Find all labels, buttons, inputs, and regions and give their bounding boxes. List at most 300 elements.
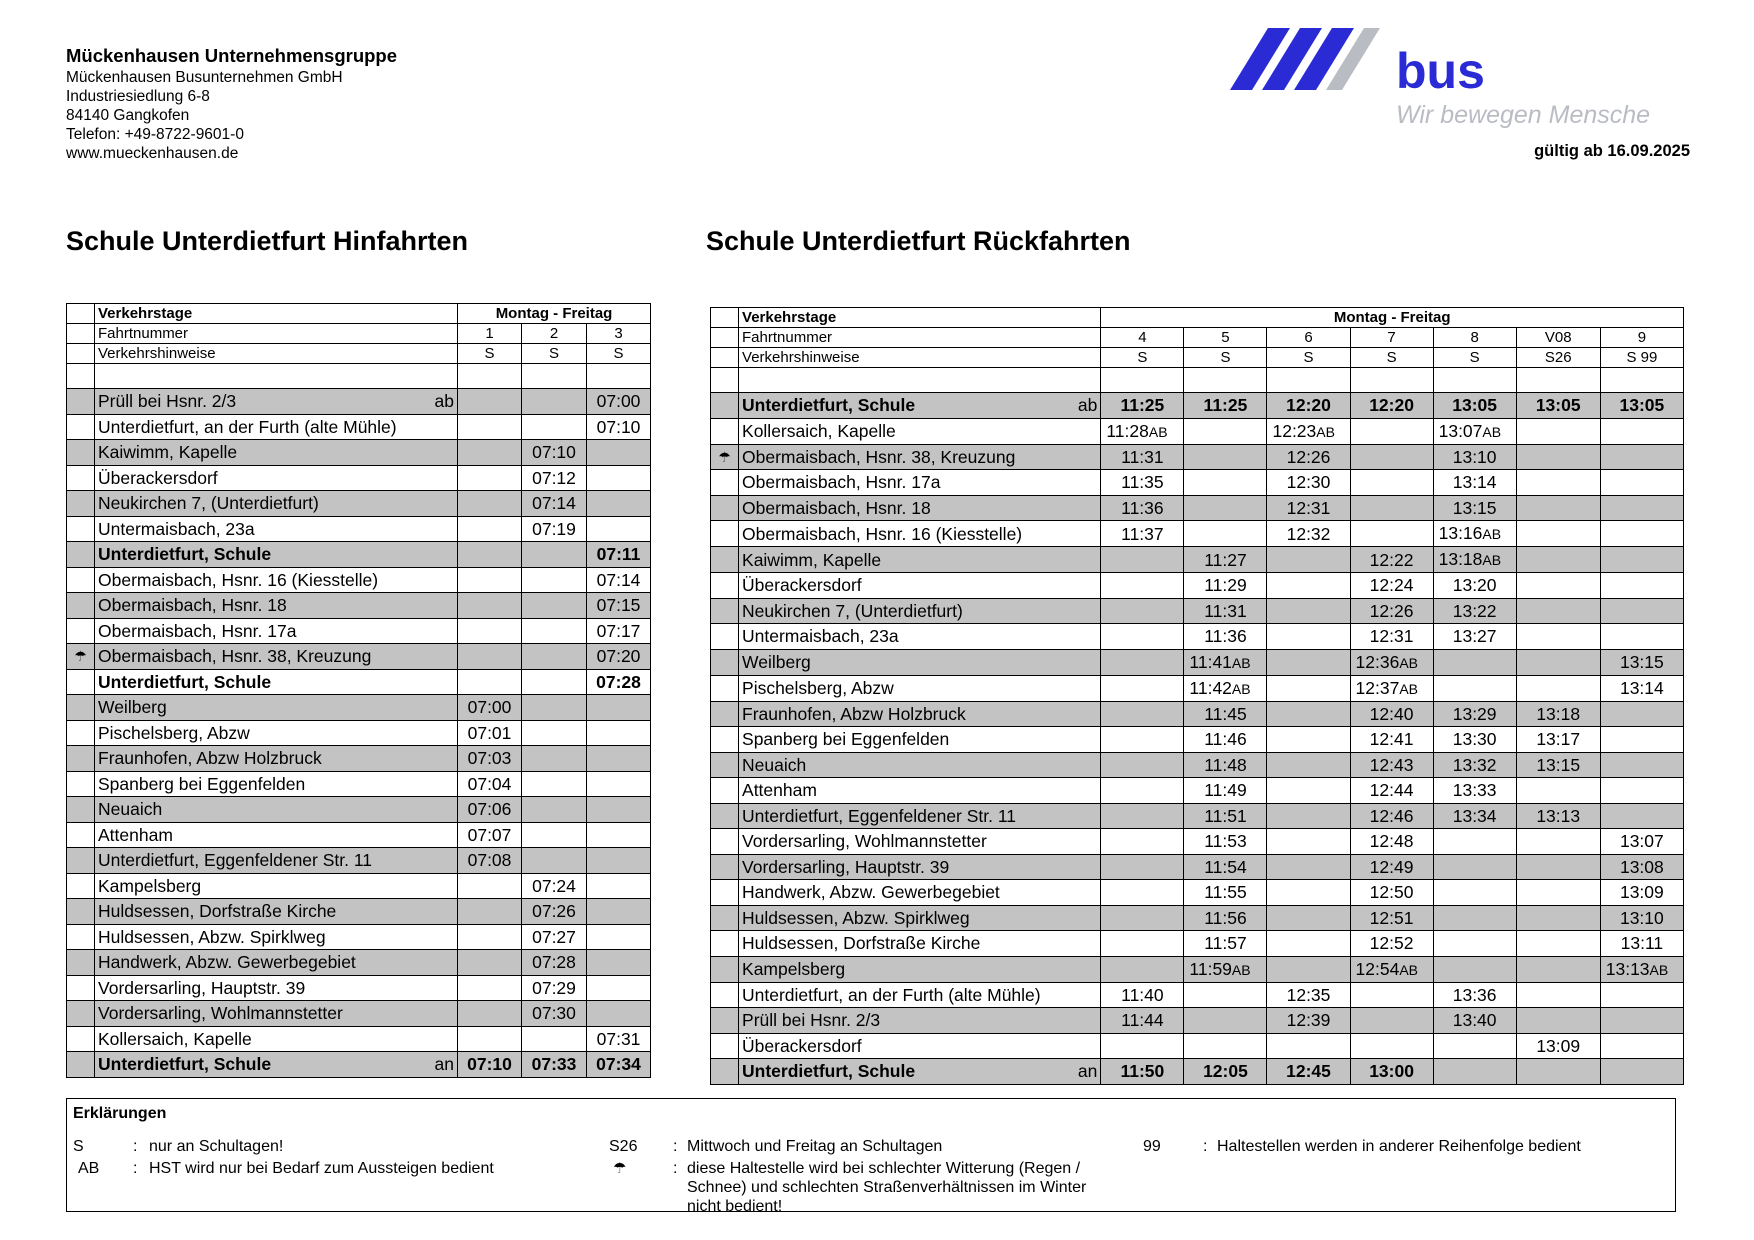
time-cell [458,695,522,721]
time-value: 13:18 [1438,549,1483,569]
stop-row [711,1008,1684,1034]
time-cell [1184,701,1267,727]
legend-sep: : [673,1160,678,1177]
time-cell [522,567,587,593]
trip-note: S [1433,348,1516,368]
stop-name-cell [739,547,1101,573]
stop-name-cell [739,624,1101,650]
time-value: 11:31 [1204,600,1247,621]
stop-name-cell [739,880,1101,906]
stop-name: Unterdietfurt, Eggenfeldener Str. 11 [742,805,1017,826]
spacer-cell [1516,368,1600,393]
icon-cell [711,1008,739,1034]
time-value: 12:24 [1369,575,1414,596]
time-cell [1433,803,1516,829]
header-row-trips [67,324,651,344]
time-cell [522,465,587,491]
time-cell [587,899,651,925]
stop-name: Spanberg bei Eggenfelden [742,729,950,750]
time-cell [1184,573,1267,599]
time-value: 12:46 [1369,805,1414,826]
ab-flag: AB [1148,423,1168,440]
header-row-days [67,304,651,324]
icon-cell [67,975,95,1001]
time-value: 11:59 [1189,958,1232,979]
icon-cell [67,669,95,695]
time-cell [1600,649,1683,675]
logo-slogan: Wir bewegen Menschen. [1396,101,1650,129]
time-value: 11:35 [1121,472,1164,493]
time-cell [1516,803,1600,829]
time-cell [458,771,522,797]
time-cell [1184,521,1267,547]
time-cell [1267,624,1350,650]
time-cell [587,873,651,899]
ab-flag: AB [1482,423,1502,440]
time-cell [587,389,651,415]
time-cell [587,669,651,695]
time-cell [1184,982,1267,1008]
stop-row [711,444,1684,470]
time-cell [1101,444,1184,470]
stop-name: Obermaisbach, Hsnr. 16 (Kiesstelle) [98,569,379,590]
time-cell [1101,982,1184,1008]
stop-row [67,771,651,797]
stop-row [67,746,651,772]
icon-cell [67,414,95,440]
stop-name: Unterdietfurt, Schule [98,671,272,692]
time-cell [1267,701,1350,727]
stop-row [67,873,651,899]
trip-note: S 99 [1600,348,1683,368]
time-cell [1184,649,1267,675]
time-cell [458,618,522,644]
time-cell [458,899,522,925]
time-cell [1267,931,1350,957]
time-value: 13:22 [1452,600,1497,621]
time-cell [587,720,651,746]
time-cell [1184,675,1267,701]
icon-cell [711,393,739,419]
time-value: 12:51 [1369,907,1414,928]
time-cell [1600,1033,1683,1059]
stop-row [67,695,651,721]
time-cell [1600,727,1683,753]
time-cell [1350,829,1433,855]
stop-name-cell [95,593,458,619]
time-value: 12:48 [1369,831,1414,852]
spacer-cell [739,368,1101,393]
stop-name-cell [95,899,458,925]
trip-number: 6 [1267,328,1350,348]
stop-name-cell [95,771,458,797]
stop-row [711,982,1684,1008]
time-value: 12:50 [1369,882,1414,903]
time-cell [587,618,651,644]
time-cell [1267,880,1350,906]
stop-name-cell [95,414,458,440]
time-cell [1433,470,1516,496]
time-cell [1184,880,1267,906]
company-line: 84140 Gangkofen [66,107,190,124]
time-cell [522,822,587,848]
time-value: 07:28 [532,952,576,973]
time-cell [458,746,522,772]
stop-name: Attenham [98,824,173,845]
time-cell [1101,624,1184,650]
hinweise-label: Verkehrshinweise [95,344,458,364]
time-cell [1350,675,1433,701]
stop-row [67,593,651,619]
time-value: 13:00 [1369,1061,1414,1082]
time-cell [1350,931,1433,957]
time-cell [458,389,522,415]
time-cell [1184,418,1267,444]
time-cell [1267,727,1350,753]
time-cell [1350,1059,1433,1085]
time-cell [1600,547,1683,573]
time-cell [1350,624,1433,650]
stop-name-cell [739,1033,1101,1059]
time-value: 11:49 [1204,780,1247,801]
verkehrstage-label: Verkehrstage [95,304,458,324]
time-value: 11:56 [1204,907,1247,928]
time-value: 13:15 [1452,497,1497,518]
time-cell [458,924,522,950]
stop-name: Kampelsberg [98,875,202,896]
time-value: 07:00 [467,697,512,718]
time-value: 13:29 [1452,703,1497,724]
logo-word: bus [1396,43,1485,99]
time-cell [1101,547,1184,573]
time-cell [1101,393,1184,419]
time-cell [1516,393,1600,419]
time-value: 13:07 [1438,420,1483,441]
time-cell [522,975,587,1001]
spacer-cell [95,364,458,389]
time-value: 13:14 [1452,472,1497,493]
time-cell [1600,393,1683,419]
time-cell [1516,470,1600,496]
time-cell [1350,521,1433,547]
stop-suffix: ab [434,391,455,411]
time-value: 07:03 [467,748,512,769]
header-row-trips [711,328,1684,348]
icon-cell [711,778,739,804]
time-cell [1350,547,1433,573]
time-cell [1516,905,1600,931]
time-value: 11:42 [1189,677,1232,698]
stop-name: Neuaich [742,754,807,775]
stop-name: Fraunhofen, Abzw Holzbruck [98,748,322,769]
time-cell [1350,982,1433,1008]
time-cell [522,797,587,823]
time-value: 07:15 [596,595,641,616]
icon-cell [67,1026,95,1052]
time-cell [1101,880,1184,906]
time-cell [587,950,651,976]
time-cell [1600,624,1683,650]
valid-from: gültig ab 16.09.2025 [1534,142,1690,160]
time-cell [1267,418,1350,444]
hinweise-label: Verkehrshinweise [739,348,1101,368]
stop-row [67,899,651,925]
company-line: Mückenhausen Busunternehmen GmbH [66,69,343,86]
time-value: 12:31 [1286,497,1331,518]
icon-cell [711,982,739,1008]
icon-cell [67,1052,95,1078]
stop-row [67,644,651,670]
timetable-rueck [710,307,1684,1085]
stop-name: Vordersarling, Wohlmannstetter [98,1003,343,1024]
time-cell [458,822,522,848]
stop-name-cell [739,854,1101,880]
stop-name-cell [739,470,1101,496]
time-value: 13:16 [1438,523,1483,543]
page-title-hin: Schule Unterdietfurt Hinfahrten [66,226,469,256]
time-cell [1516,521,1600,547]
stop-name: Obermaisbach, Hsnr. 38, Kreuzung [98,646,372,667]
legend-sep: : [1203,1138,1208,1155]
icon-cell [711,854,739,880]
time-value: 07:24 [532,875,576,896]
time-value: 11:45 [1204,703,1247,724]
time-cell [1101,418,1184,444]
time-cell [522,491,587,517]
time-cell [587,516,651,542]
time-cell [1101,956,1184,982]
icon-cell [711,1059,739,1085]
time-cell [1433,905,1516,931]
time-value: 13:11 [1620,933,1664,954]
time-cell [1600,470,1683,496]
time-cell [522,950,587,976]
verkehrstage-label: Verkehrstage [739,308,1101,328]
time-value: 07:00 [596,391,641,412]
time-cell [1101,1008,1184,1034]
time-value: 07:34 [596,1054,641,1075]
time-cell [1350,444,1433,470]
time-cell [1184,778,1267,804]
icon-cell [67,771,95,797]
stop-row [711,727,1684,753]
time-value: 11:55 [1204,882,1247,903]
stop-name-cell [95,746,458,772]
time-value: 13:34 [1452,805,1497,826]
legend-text: diese Haltestelle wird bei schlechter Witterung (Regen / Schnee) und schlechten Straßenverhältnissen im Winter nicht bedient! [687,1160,1087,1215]
time-value: 11:36 [1121,497,1164,518]
time-cell [1516,675,1600,701]
time-cell [1600,982,1683,1008]
spacer-cell [1433,368,1516,393]
time-cell [522,746,587,772]
stop-name-cell [95,720,458,746]
time-value: 11:50 [1120,1061,1165,1082]
time-cell [1433,931,1516,957]
time-cell [1516,649,1600,675]
time-cell [587,465,651,491]
trip-number: 3 [587,324,651,344]
stop-name-cell [95,975,458,1001]
icon-cell [711,649,739,675]
time-value: 12:32 [1286,523,1331,544]
stop-name-cell [95,873,458,899]
time-cell [1600,778,1683,804]
time-value: 13:18 [1536,703,1581,724]
time-cell [1101,727,1184,753]
stop-row [711,931,1684,957]
time-cell [587,797,651,823]
stop-name: Huldsessen, Dorfstraße Kirche [742,933,981,954]
stop-name: Obermaisbach, Hsnr. 17a [98,620,297,641]
stop-name: Huldsessen, Abzw. Spirklweg [742,907,970,928]
time-cell [1516,854,1600,880]
icon-cell [711,348,739,368]
stop-name-cell [739,727,1101,753]
time-cell [1433,521,1516,547]
icon-cell [67,364,95,389]
stop-row [67,567,651,593]
icon-cell [711,931,739,957]
time-cell [1184,547,1267,573]
time-cell [1433,675,1516,701]
time-value: 11:28 [1106,420,1149,441]
time-cell [1350,701,1433,727]
time-cell [1267,573,1350,599]
icon-cell [711,727,739,753]
time-cell [522,644,587,670]
time-value: 11:48 [1204,754,1247,775]
trip-note: S [587,344,651,364]
stop-row [67,389,651,415]
icon-cell [67,516,95,542]
fahrtnummer-label: Fahrtnummer [95,324,458,344]
stop-name: Neuaich [98,799,163,820]
stop-row [67,491,651,517]
time-cell [1184,393,1267,419]
time-value: 11:53 [1204,831,1247,852]
time-value: 11:57 [1204,933,1247,954]
time-cell [1267,1008,1350,1034]
time-value: 13:32 [1452,754,1497,775]
time-cell [1184,1008,1267,1034]
trip-number: 2 [522,324,587,344]
time-value: 13:10 [1619,907,1664,928]
stop-row [711,752,1684,778]
time-cell [522,1001,587,1027]
time-cell [522,1026,587,1052]
trip-note: S [1267,348,1350,368]
icon-cell [711,803,739,829]
time-value: 07:19 [532,518,576,539]
time-value: 13:15 [1619,652,1664,672]
time-cell [1433,1059,1516,1085]
time-value: 12:43 [1369,754,1414,775]
time-cell [1101,521,1184,547]
stop-name-cell [739,418,1101,444]
time-cell [1101,829,1184,855]
time-cell [1433,444,1516,470]
icon-cell [67,491,95,517]
time-cell [1516,573,1600,599]
time-cell [1101,1059,1184,1085]
stop-name-cell [95,618,458,644]
days-label: Montag - Freitag [1101,308,1684,328]
stop-row [67,975,651,1001]
trip-number: 7 [1350,328,1433,348]
stop-name: Unterdietfurt, Schule [742,1061,916,1082]
time-cell [1350,752,1433,778]
time-value: 13:30 [1452,729,1497,750]
stop-row [711,649,1684,675]
time-cell [522,414,587,440]
icon-cell [711,495,739,521]
time-cell [1433,956,1516,982]
time-cell [1433,1033,1516,1059]
stop-name-cell [95,1026,458,1052]
time-cell [458,593,522,619]
stop-row [711,470,1684,496]
time-cell [1600,880,1683,906]
time-cell [1516,1008,1600,1034]
ab-flag: AB [1231,961,1251,978]
time-cell [458,797,522,823]
time-cell [458,950,522,976]
stop-suffix: ab [1077,395,1098,415]
time-value: 13:14 [1619,678,1664,698]
time-cell [1267,778,1350,804]
time-cell [587,746,651,772]
time-value: 13:33 [1452,780,1497,801]
icon-cell [711,328,739,348]
stop-name: Attenham [742,780,817,801]
legend-title: Erklärungen [73,1105,167,1122]
time-cell [1433,829,1516,855]
stop-name-cell [95,924,458,950]
icon-cell [711,470,739,496]
time-cell [522,720,587,746]
time-value: 07:11 [596,544,641,565]
stop-name: Prüll bei Hsnr. 2/3 [742,1010,881,1031]
time-value: 13:17 [1536,729,1581,750]
company-line: Industriesiedlung 6-8 [66,88,210,105]
legend-text: Haltestellen werden in anderer Reihenfolge bedient [1217,1138,1581,1155]
time-cell [587,593,651,619]
time-cell [1516,752,1600,778]
time-cell [1433,547,1516,573]
time-cell [1350,393,1433,419]
time-value: 07:10 [532,442,576,463]
time-cell [1267,905,1350,931]
time-cell [1267,444,1350,470]
time-cell [1267,1059,1350,1085]
time-cell [1184,854,1267,880]
icon-cell [711,956,739,982]
time-value: 13:07 [1619,831,1664,852]
time-value: 12:20 [1369,395,1414,416]
stop-name: Unterdietfurt, an der Furth (alte Mühle) [742,984,1041,1005]
stop-name-cell [95,389,458,415]
time-value: 11:51 [1204,805,1247,826]
time-cell [1101,573,1184,599]
stop-name: Vordersarling, Hauptstr. 39 [742,856,950,877]
time-cell [458,644,522,670]
time-cell [1267,598,1350,624]
stop-name-cell [739,778,1101,804]
time-cell [587,822,651,848]
stop-row [711,880,1684,906]
time-cell [1516,547,1600,573]
